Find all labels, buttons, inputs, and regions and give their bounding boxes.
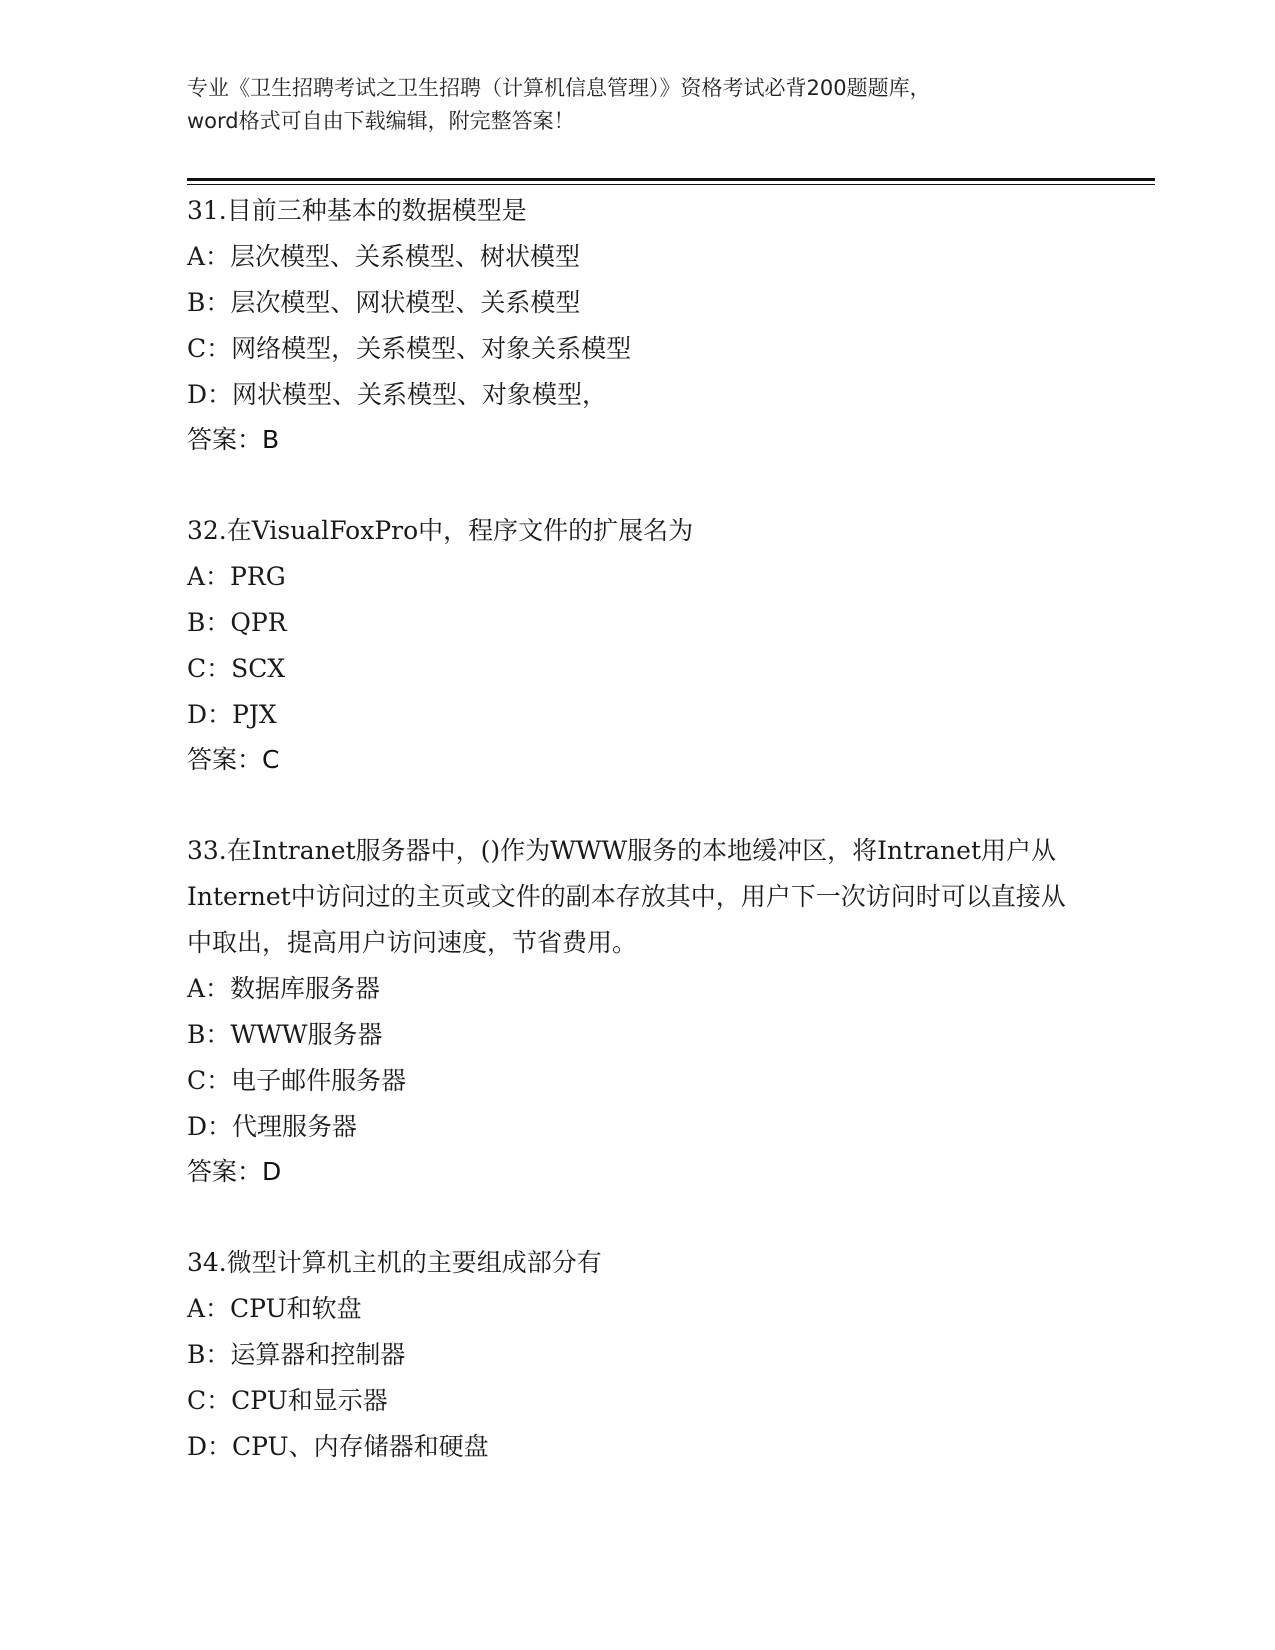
option-c: C：网络模型，关系模型、对象关系模型 — [187, 334, 632, 363]
question-34 — [187, 1240, 1087, 1470]
option-a: A：PRG — [187, 562, 286, 591]
question-31 — [187, 188, 1087, 462]
answer: 答案：B — [187, 425, 280, 454]
option-b: B：WWW服务器 — [187, 1020, 383, 1049]
question-33 — [187, 828, 1087, 1194]
question-stem: 34.微型计算机主机的主要组成部分有 — [187, 1248, 602, 1277]
option-c: C：电子邮件服务器 — [187, 1066, 407, 1095]
option-b: B：层次模型、网状模型、关系模型 — [187, 288, 581, 317]
option-d: D：网状模型、关系模型、对象模型， — [187, 380, 608, 409]
question-list — [187, 188, 1087, 1470]
question-stem: 33.在Intranet服务器中，()作为WWW服务的本地缓冲区，将Intranet用户从Internet中访问过的主页或文件的副本存放其中，用户下一次访问时可以直接从中取出，提高用户访问速度，节省费用。 — [187, 836, 1066, 957]
option-a: A：数据库服务器 — [187, 974, 381, 1003]
header-rule-thick — [187, 178, 1155, 181]
option-b: B：运算器和控制器 — [187, 1340, 406, 1369]
document-header — [187, 72, 1087, 138]
option-d: D：PJX — [187, 700, 277, 729]
question-stem: 32.在VisualFoxPro中，程序文件的扩展名为 — [187, 516, 694, 545]
option-a: A：层次模型、关系模型、树状模型 — [187, 242, 581, 271]
answer: 答案：C — [187, 745, 280, 774]
answer: 答案：D — [187, 1157, 282, 1186]
option-a: A：CPU和软盘 — [187, 1294, 362, 1323]
option-d: D：CPU、内存储器和硬盘 — [187, 1432, 489, 1461]
option-b: B：QPR — [187, 608, 287, 637]
header-line-1: 专业《卫生招聘考试之卫生招聘（计算机信息管理）》资格考试必背200题题库， — [187, 76, 931, 100]
option-c: C：CPU和显示器 — [187, 1386, 388, 1415]
option-d: D：代理服务器 — [187, 1112, 358, 1141]
question-32 — [187, 508, 1087, 782]
header-rule-thin — [187, 184, 1155, 185]
option-c: C：SCX — [187, 654, 286, 683]
question-stem: 31.目前三种基本的数据模型是 — [187, 196, 527, 225]
header-line-2: word格式可自由下载编辑，附完整答案！ — [187, 109, 575, 133]
